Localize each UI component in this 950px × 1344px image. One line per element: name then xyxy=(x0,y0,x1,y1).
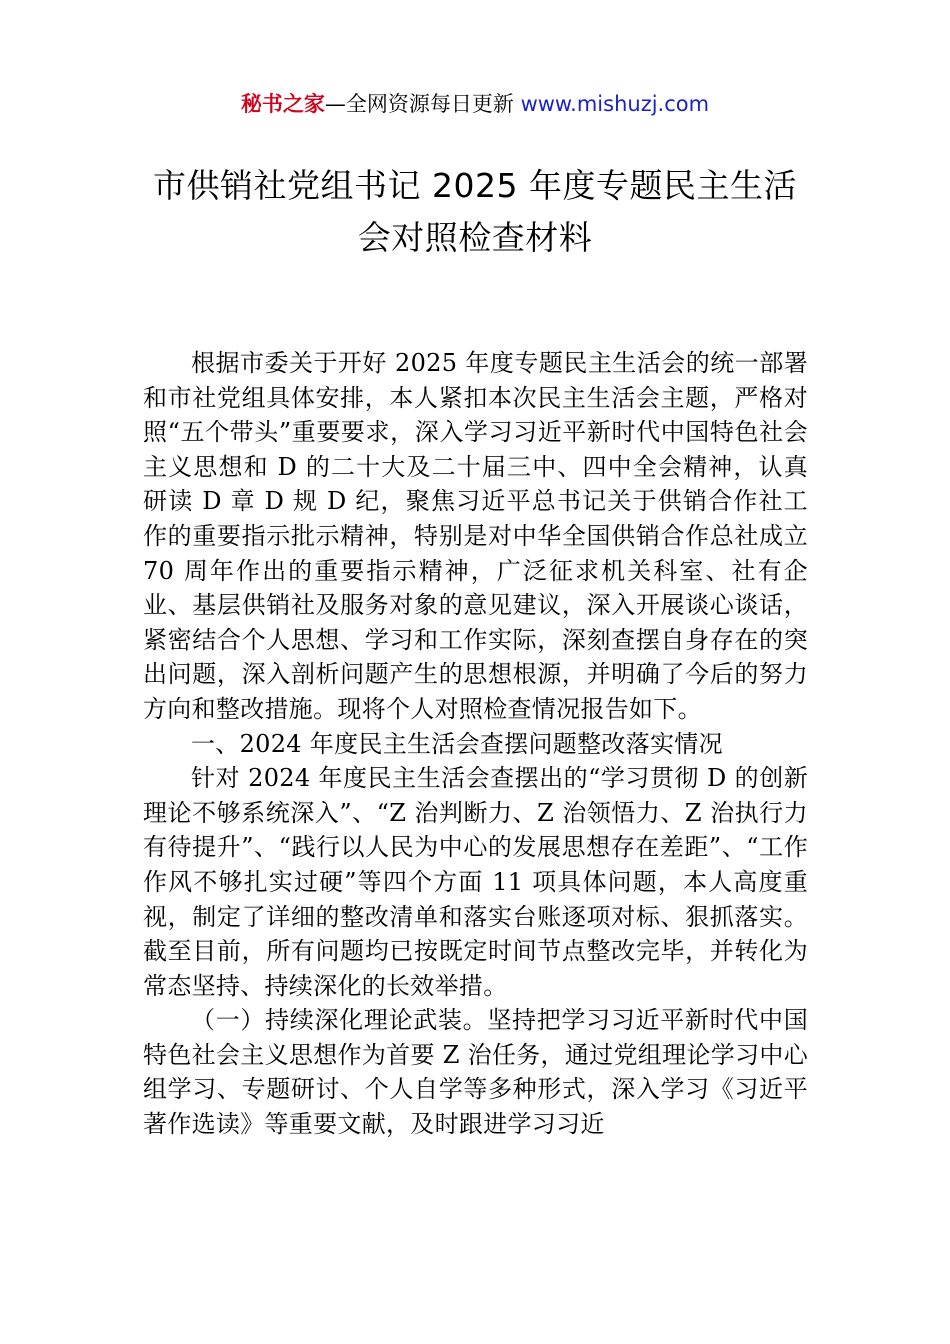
title-line-2: 会对照检查材料 xyxy=(357,218,593,257)
site-header xyxy=(0,88,950,120)
document-body xyxy=(143,346,808,1142)
site-slogan: —全网资源每日更新 xyxy=(324,92,521,116)
site-brand: 秘书之家 xyxy=(240,92,325,116)
section-heading: 一、2024 年度民主生活会查摆问题整改落实情况 xyxy=(191,729,723,758)
site-url-link[interactable]: www.mishuzj.com xyxy=(520,92,710,116)
title-line-1: 市供销社党组书记 2025 年度专题民主生活 xyxy=(153,166,797,205)
intro-paragraph: 根据市委关于开好 2025 年度专题民主生活会的统一部署和市社党组具体安排，本人紧扣本次民主生活会主题，严格对照“五个带头”重要要求，深入学习习近平新时代中国特色社会主义思想和 D 的二十大及二十届三中、四中全会精神，认真研读 D 章 D 规 D 纪，聚焦习近平总书记关于供销合作社工作的重要指示批示精神，特别是对中华全国供销合作总社成立 70 周年作出的重要指示精神，广泛征求机关科室、社有企业、基层供销社及服务对象的意见建议，深入开展谈心谈话，紧密结合个人思想、学习和工作实际，深刻查摆自身存在的突出问题，深入剖析问题产生的思想根源，并明确了今后的努力方向和整改措施。现将个人对照检查情况报告如下。 xyxy=(143,349,808,723)
rectification-paragraph: 针对 2024 年度民主生活会查摆出的“学习贯彻 D 的创新理论不够系统深入”、“Z 治判断力、Z 治领悟力、Z 治执行力有待提升”、“践行以人民为中心的发展思想存在差距”、“工作作风不够扎实过硬”等四个方面 11 项具体问题，本人高度重视，制定了详细的整改清单和落实台账逐项对标、狠抓落实。截至目前，所有问题均已按既定时间节点整改完毕，并转化为常态坚持、持续深化的长效举措。 xyxy=(143,764,808,1000)
document-title xyxy=(140,160,810,264)
theory-paragraph: （一）持续深化理论武装。坚持把学习习近平新时代中国特色社会主义思想作为首要 Z 治任务，通过党组理论学习中心组学习、专题研讨、个人自学等多种形式，深入学习《习近平著作选读》等重要文献，及时跟进学习习近 xyxy=(143,1006,808,1139)
